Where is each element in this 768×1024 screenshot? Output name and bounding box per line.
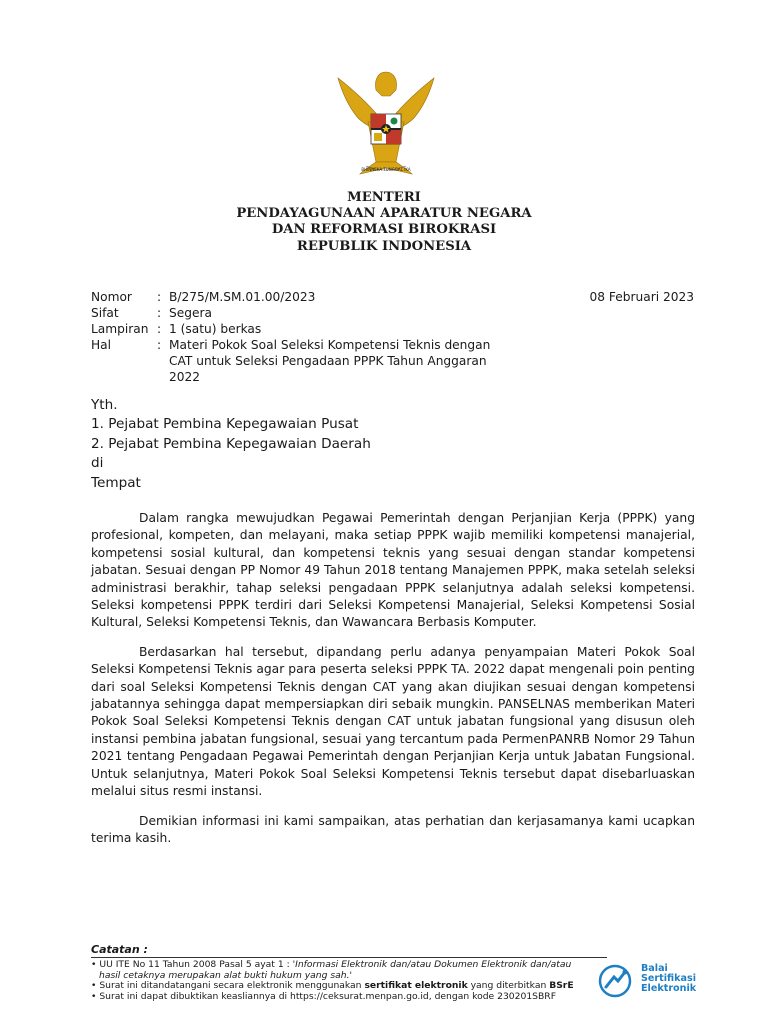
- note-1-quote-2: hasil cetaknya merupakan alat bukti hukum yang sah.: [99, 969, 350, 981]
- note-2-d: BSrE: [549, 980, 574, 992]
- notes-footer: [91, 943, 601, 1002]
- heading-line-1: MENTERI: [347, 190, 421, 205]
- meta-sifat: [91, 305, 701, 321]
- note-1-prefix: • UU ITE No 11 Tahun 2008 Pasal 5 ayat 1 : ': [91, 959, 296, 970]
- bsre-logo-text: [641, 964, 696, 995]
- note-1-quote: Informasi Elektronik dan/atau Dokumen Elektronik dan/atau: [295, 959, 572, 970]
- notes-divider: [91, 957, 607, 958]
- tempat: Tempat: [91, 474, 141, 491]
- meta-hal: [91, 337, 701, 385]
- colon: :: [157, 322, 162, 337]
- note-3: • Surat ini dapat dibuktikan keasliannya di https://ceksurat.menpan.go.id, dengan kode 230201SBRF: [91, 990, 556, 1002]
- lampiran-label: Lampiran: [91, 322, 149, 337]
- garuda-emblem: [330, 62, 442, 180]
- note-2-c: yang diterbitkan: [467, 980, 550, 992]
- colon: :: [157, 290, 162, 304]
- bsre-line-2: Sertifikasi: [641, 973, 696, 985]
- hal-label: Hal: [91, 338, 112, 353]
- note-2-b: sertifikat elektronik: [364, 980, 468, 992]
- colon: :: [157, 306, 162, 321]
- letter-body: [91, 510, 695, 859]
- recipient-block: [91, 396, 371, 493]
- hal-value: Materi Pokok Soal Seleksi Kompetensi Teknis dengan CAT untuk Seleksi Pengadaan PPPK Tahun Anggaran 2022: [169, 338, 491, 385]
- note-2-a: • Surat ini ditandatangani secara elektronik menggunakan: [91, 980, 365, 992]
- nomor-label: Nomor: [91, 290, 132, 304]
- nomor-value: B/275/M.SM.01.00/2023: [169, 290, 316, 304]
- meta-lampiran: [91, 321, 701, 337]
- colon: :: [157, 338, 162, 353]
- emblem-motto: BHINNEKA TUNGGAL IKA: [361, 167, 411, 172]
- letter-date: 08 Februari 2023: [589, 290, 694, 304]
- heading-line-2: PENDAYAGUNAAN APARATUR NEGARA: [236, 206, 532, 222]
- note-1-end: ': [349, 969, 353, 981]
- sifat-value: Segera: [169, 306, 212, 321]
- paragraph-3: Demikian informasi ini kami sampaikan, atas perhatian dan kerjasamanya kami ucapkan terima kasih.: [91, 813, 695, 845]
- yth: Yth.: [91, 397, 118, 413]
- bsre-line-3: Elektronik: [641, 983, 697, 995]
- paragraph-1: Dalam rangka mewujudkan Pegawai Pemerintah dengan Perjanjian Kerja (PPPK) yang profesional, kompeten, dan melayani, maka setiap PPPK wajib memiliki kompetensi manajerial, kompetensi sosial kultural, dan kompetensi teknis yang sesuai dengan standar kompetensi jabatan. Sesuai dengan PP Nomor 49 Tahun 2018 tentang Manajemen PPPK, maka setelah seleksi administrasi berakhir, tahap seleksi pengadaan PPPK selanjutnya adalah seleksi kompetensi. Seleksi kompetensi PPPK terdiri dari Seleksi Kompetensi Manajerial, Seleksi Kompetensi Sosial Kultural, Seleksi Kompetensi Teknis, dan Wawancara Berbasis Komputer.: [91, 511, 695, 630]
- recipient-1: 1. Pejabat Pembina Kepegawaian Pusat: [91, 416, 359, 433]
- paragraph-2: Berdasarkan hal tersebut, dipandang perlu adanya penyampaian Materi Pokok Soal Seleksi Kompetensi Teknis agar para peserta seleksi PPPK TA. 2022 dapat mengenali poin penting dari soal Seleksi Kompetensi Teknis dengan CAT yang akan diujikan sesuai dengan kompetensi jabatannya sehingga dapat mempersiapkan diri sebaik mungkin. PANSELNAS memberikan Materi Pokok Soal Seleksi Kompetensi Teknis dengan CAT untuk jabatan fungsional yang disusun oleh instansi pembina jabatan fungsional, sesuai yang tercantum pada PermenPANRB Nomor 29 Tahun 2021 tentang Pengadaan Pegawai Pemerintah dengan Perjanjian Kerja untuk Jabatan Fungsional. Untuk selanjutnya, Materi Pokok Soal Seleksi Kompetensi Teknis tersebut dapat disebarluaskan melalui situs resmi instansi.: [91, 644, 695, 799]
- heading-line-4: REPUBLIK INDONESIA: [296, 238, 472, 254]
- bsre-line-1: Balai: [641, 963, 668, 974]
- di: di: [91, 455, 104, 472]
- lampiran-value: 1 (satu) berkas: [169, 322, 262, 337]
- sifat-label: Sifat: [91, 306, 119, 321]
- notes-title: Catatan :: [91, 943, 148, 956]
- heading-line-3: DAN REFORMASI BIROKRASI: [271, 222, 497, 238]
- garuda-shield: [371, 114, 401, 144]
- recipient-2: 2. Pejabat Pembina Kepegawaian Daerah: [91, 435, 371, 452]
- letter-heading: [0, 190, 768, 255]
